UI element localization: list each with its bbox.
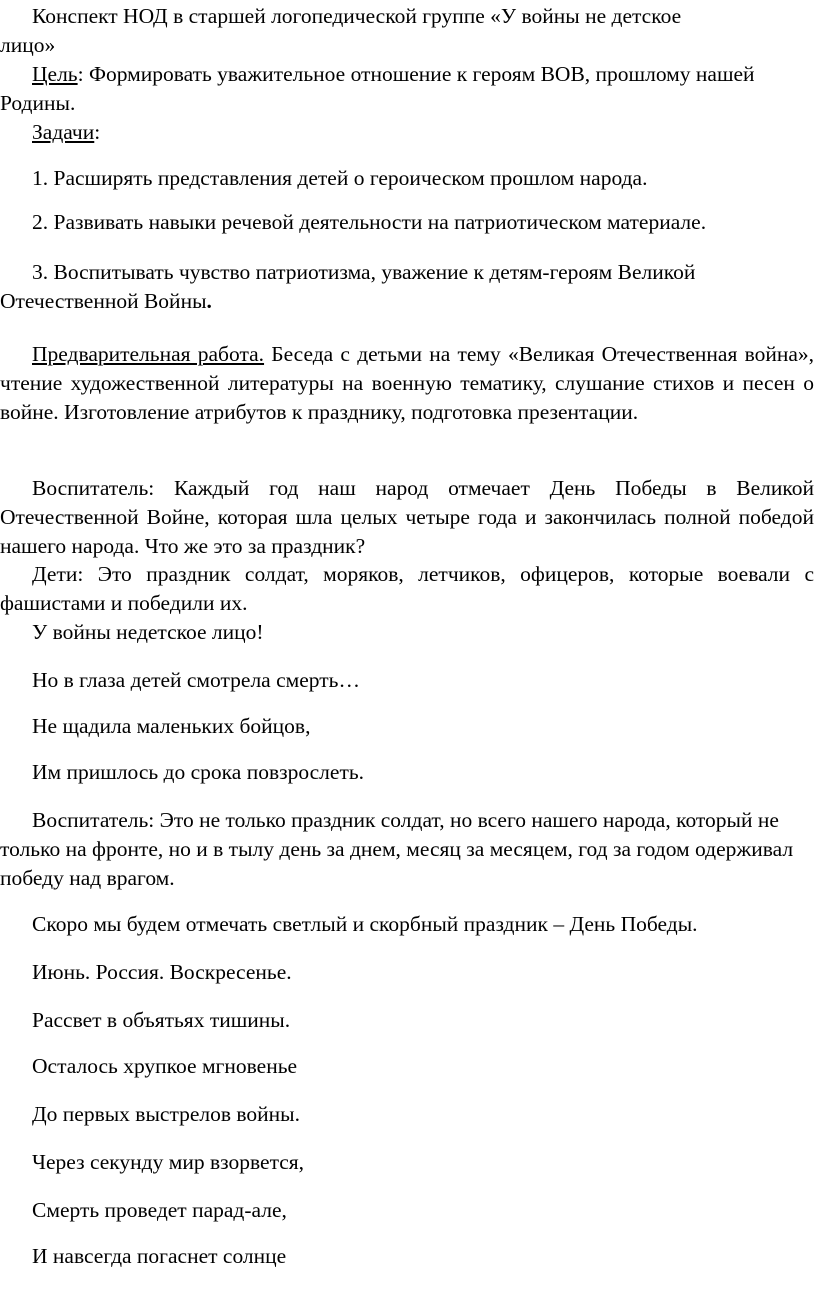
poem2-line-6-text: Смерть проведет парад-але, [32,1198,287,1222]
title-line-1: Конспект НОД в старшей логопедической группе «У войны не детское [32,4,682,28]
poem1-line-2 [0,666,814,695]
poem1-line-2-text: Но в глаза детей смотрела смерть… [32,668,360,692]
preparation-paragraph [0,340,814,427]
task-item-1-text: 1. Расширять представления детей о героическом прошлом народа. [32,166,648,190]
poem1-line-1 [0,618,814,647]
poem2-line-3 [0,1052,814,1081]
task-item-3-end: . [206,289,212,313]
poem2-line-7-text: И навсегда погаснет солнце [32,1244,287,1268]
children-line-1 [0,560,814,618]
teacher-line-2 [0,806,814,893]
title-line-2: лицо» [0,33,56,57]
poem1-line-1-text: У войны недетское лицо! [32,620,264,644]
task-item-3-text: 3. Воспитывать чувство патриотизма, уважение к детям-героям Великой Отечественной Войны [0,260,696,313]
poem2-line-1 [0,958,814,987]
poem1-line-4-text: Им пришлось до срока повзрослеть. [32,760,365,784]
poem2-line-6 [0,1196,814,1225]
poem2-line-2 [0,1006,814,1035]
poem1-line-4 [0,758,814,787]
document-title [0,2,814,60]
task-item-3 [0,258,814,316]
soon-line-text: Скоро мы будем отмечать светлый и скорбный праздник – День Победы. [32,912,698,936]
preparation-label: Предварительная работа. [32,342,265,366]
poem2-line-5-text: Через секунду мир взорвется, [32,1150,305,1174]
goal-text: : Формировать уважительное отношение к героям ВОВ, прошлому нашей Родины. [0,62,755,115]
poem1-line-3-text: Не щадила маленьких бойцов, [32,714,311,738]
tasks-colon: : [94,120,101,144]
poem2-line-3-text: Осталось хрупкое мгновенье [32,1054,298,1078]
poem2-line-5 [0,1148,814,1177]
teacher-line-1-text: Воспитатель: Каждый год наш народ отмечает День Победы в Великой Отечественной Войне, которая шла целых четыре года и закончилась полной победой нашего народа. Что же это за праздник? [0,476,814,558]
soon-line [0,910,814,939]
poem1-line-3 [0,712,814,741]
tasks-label: Задачи [32,120,95,144]
poem2-line-2-text: Рассвет в объятьях тишины. [32,1008,291,1032]
children-line-1-text: Дети: Это праздник солдат, моряков, летчиков, офицеров, которые воевали с фашистами и победили их. [0,562,814,615]
teacher-line-1 [0,474,814,561]
poem2-line-4 [0,1100,814,1129]
tasks-heading [0,118,814,147]
task-item-2 [0,208,814,237]
preparation-text: Беседа с детьми на тему «Великая Отечественная война», чтение художественной литературы на военную тематику, слушание стихов и песен о войне. Изготовление атрибутов к празднику, подготовка презентации. [0,342,815,424]
goal-label: Цель [32,62,78,86]
poem2-line-7 [0,1242,814,1271]
poem2-line-1-text: Июнь. Россия. Воскресенье. [32,960,292,984]
goal-paragraph [0,60,814,118]
teacher-line-2-text: Воспитатель: Это не только праздник солдат, но всего нашего народа, который не только на фронте, но и в тылу день за днем, месяц за месяцем, год за годом одерживал победу над врагом. [0,808,794,890]
poem2-line-4-text: До первых выстрелов войны. [32,1102,300,1126]
task-item-2-text: 2. Развивать навыки речевой деятельности на патриотическом материале. [32,210,707,234]
task-item-1 [0,164,814,193]
